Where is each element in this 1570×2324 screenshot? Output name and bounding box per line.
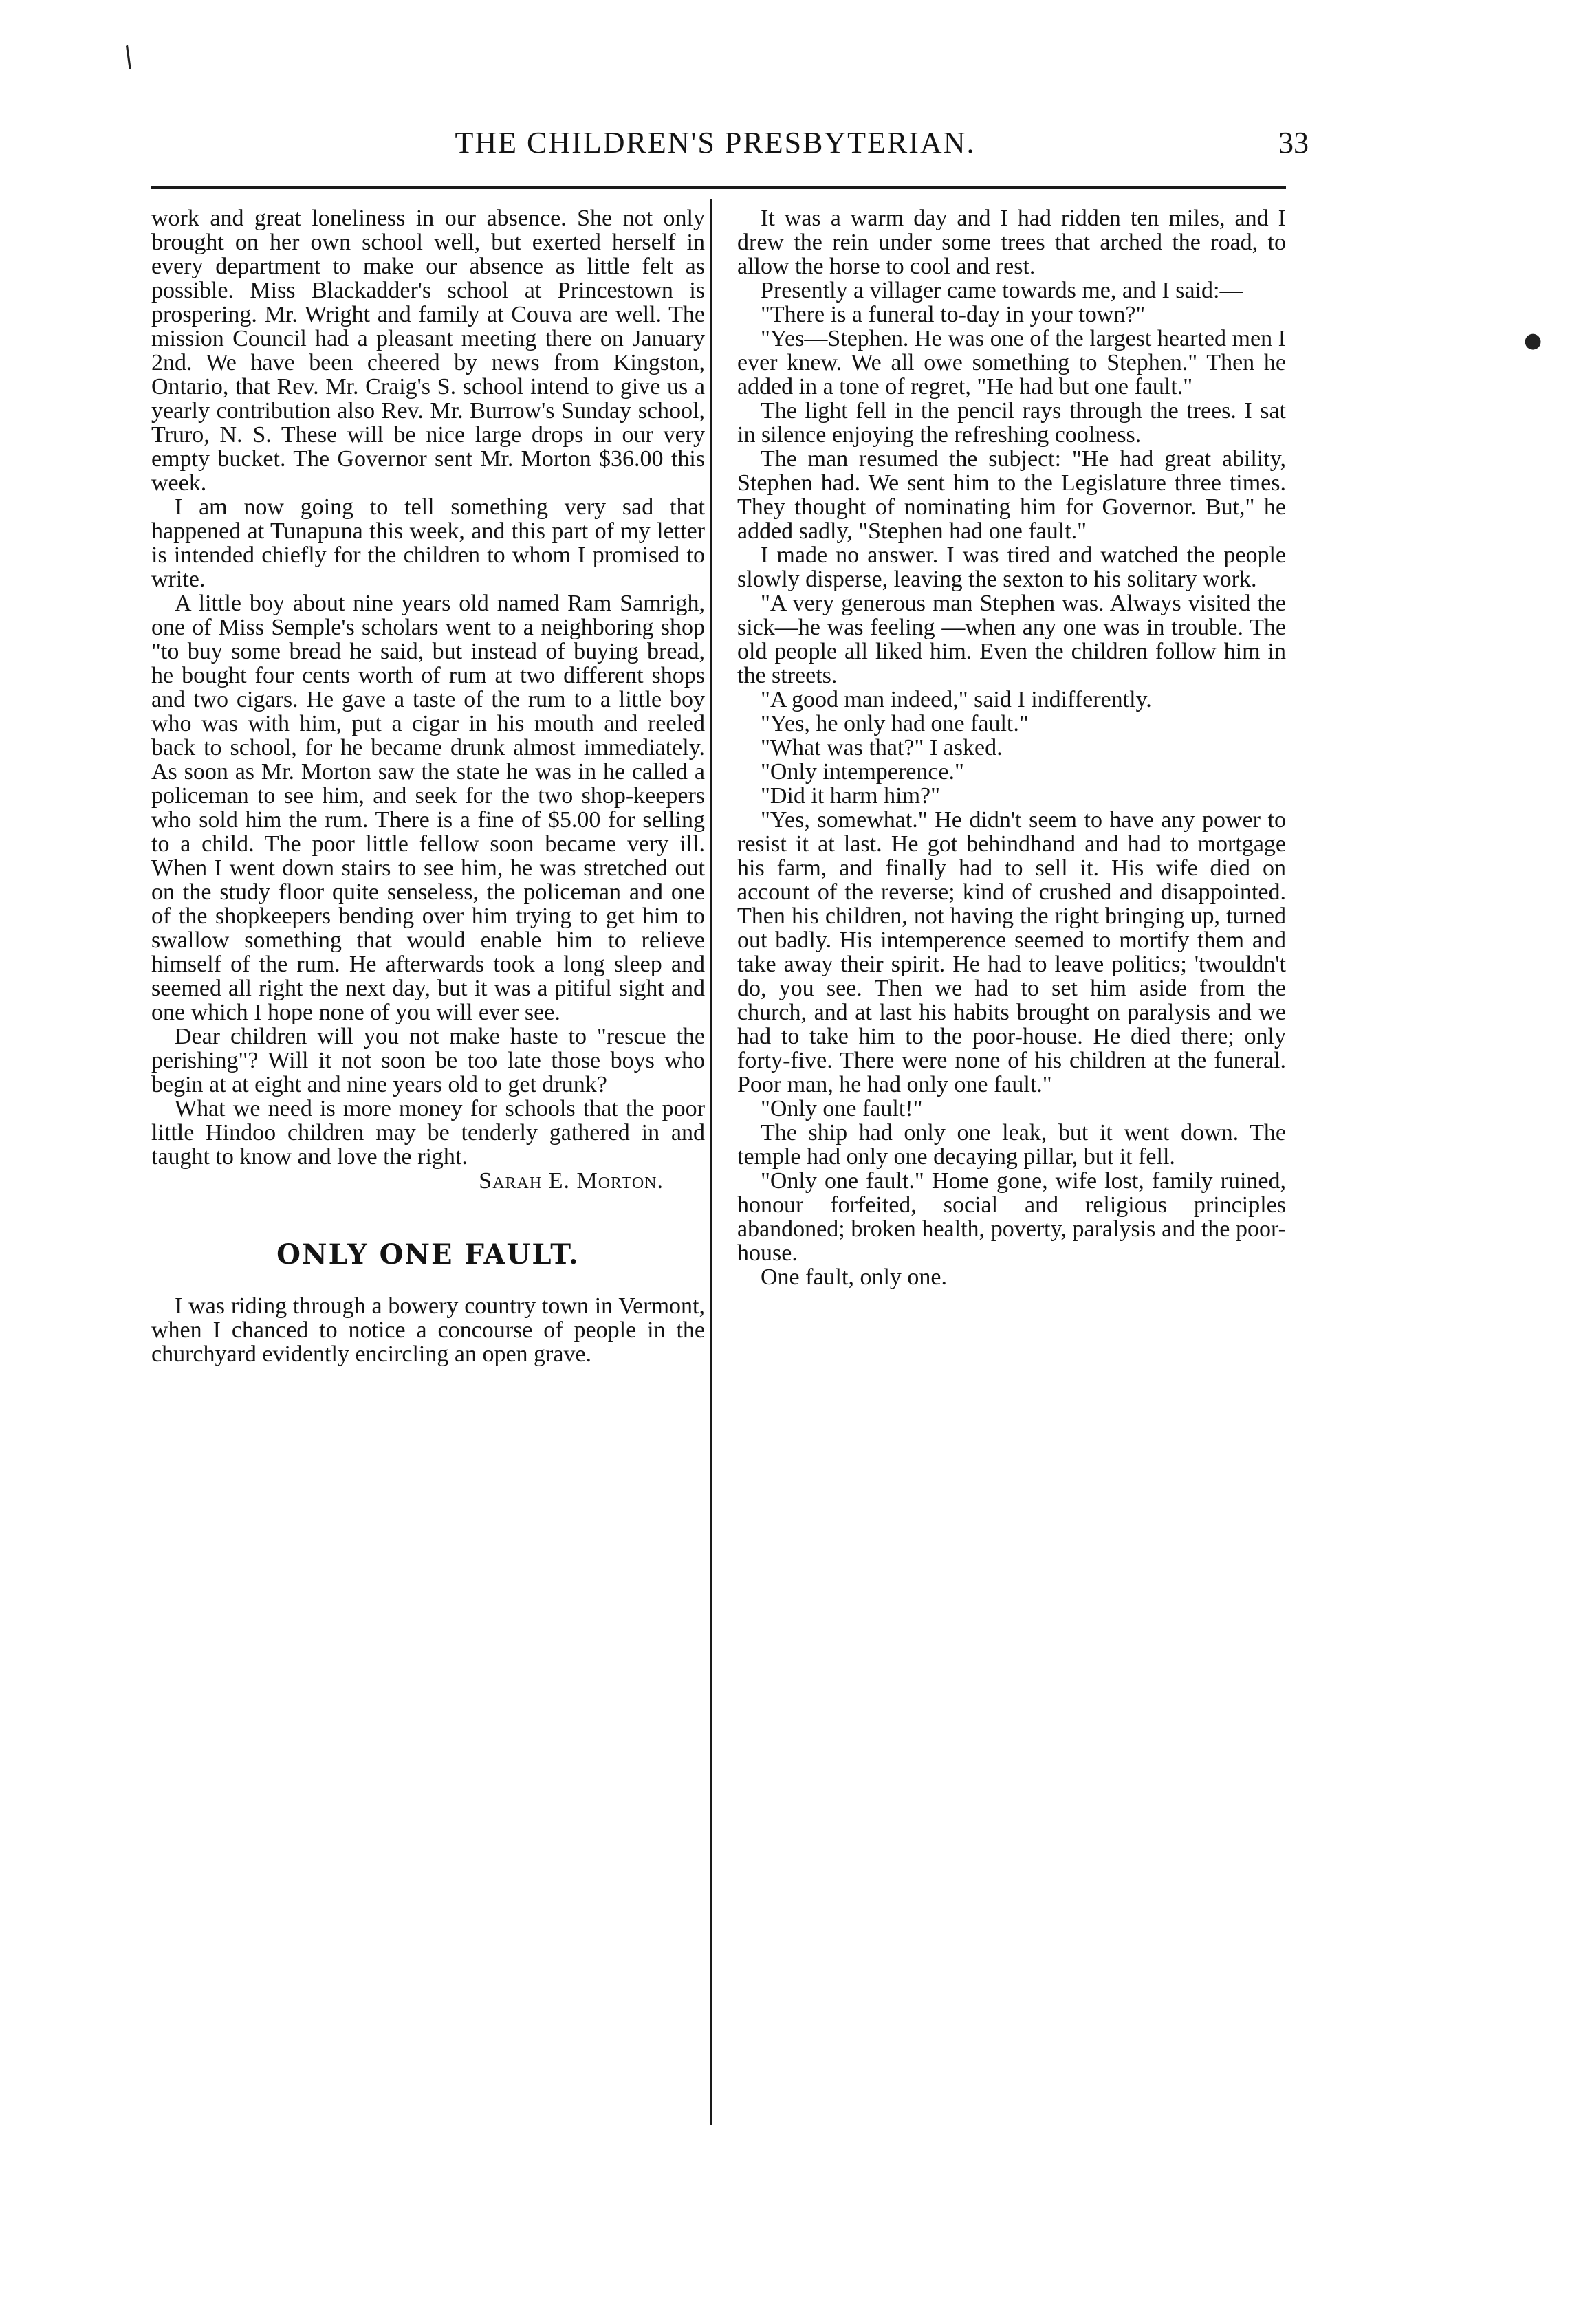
article-paragraph: I made no answer. I was tired and watched the people slowly disperse, leaving the sexton to his solitary work. <box>737 542 1286 592</box>
letter-signature: Sarah E. Morton. <box>479 1168 664 1194</box>
article-heading: ONLY ONE FAULT. <box>276 1238 580 1271</box>
ink-mark: / <box>117 41 140 74</box>
article-paragraph: "Only one fault." Home gone, wife lost, family ruined, honour forfeited, social and religious principles abandoned; broken health, poverty, paralysis and the poor-house. <box>737 1168 1286 1266</box>
article-paragraph: It was a warm day and I had ridden ten miles, and I drew the rein under some trees that arched the road, to allow the horse to cool and rest. <box>737 206 1286 279</box>
letter-paragraph-2: I am now going to tell something very sad that happened at Tunapuna this week, and this part of my letter is intended chiefly for the children to whom I promised to write. <box>151 494 705 592</box>
article-paragraph: "A very generous man Stephen was. Always visited the sick—he was feeling —when any one was in trouble. The old people all liked him. Even the children follow him in the streets. <box>737 591 1286 688</box>
header-rule <box>151 186 1286 189</box>
article-paragraph: "Yes, he only had one fault." <box>761 711 1029 736</box>
article-paragraph: The man resumed the subject: "He had great ability, Stephen had. We sent him to the Legislature three times. They thought of nominating him for Governor. But," he added sadly, "Stephen had one fault." <box>737 446 1286 544</box>
article-paragraph: The light fell in the pencil rays through the trees. I sat in silence enjoying the refreshing coolness. <box>737 398 1286 448</box>
letter-paragraph-1: work and great loneliness in our absence. She not only brought on her own school well, but exerted herself in every department to make our absence as little felt as possible. Miss Blackadder's school at Princestown is prospering. Mr. Wright and family at Couva are well. The mission Council had a pleasant meeting there on January 2nd. We have been cheered by news from Kingston, Ontario, that Rev. Mr. Craig's S. school intend to give us a yearly contribution also Rev. Mr. Burrow's Sunday school, Truro, N. S. These will be nice large drops in our very empty bucket. The Governor sent Mr. Morton $36.00 this week. <box>151 206 705 496</box>
left-column <box>151 206 705 1366</box>
article-paragraph: "A good man indeed," said I indifferently. <box>761 687 1152 712</box>
ink-speck: ● <box>1524 329 1542 353</box>
article-opening-paragraph: I was riding through a bowery country town in Vermont, when I chanced to notice a concourse of people in the churchyard evidently encircling an open grave. <box>151 1293 705 1367</box>
page-number: 33 <box>1278 126 1309 160</box>
article-paragraph: "Did it harm him?" <box>761 783 940 809</box>
article-paragraph: "There is a funeral to-day in your town?" <box>761 302 1146 327</box>
article-paragraph: Presently a villager came towards me, and I said:— <box>761 278 1243 303</box>
right-column <box>737 206 1286 1289</box>
letter-paragraph-5: What we need is more money for schools that the poor little Hindoo children may be tenderly gathered in and taught to know and love the right. <box>151 1096 705 1170</box>
article-paragraph: "Yes, somewhat." He didn't seem to have any power to resist it at last. He got behindhand and had to mortgage his farm, and finally had to sell it. His wife died on account of the reverse; kind of crushed and disappointed. Then his children, not having the right bringing up, turned out badly. His intemperence seemed to mortify them and take away their spirit. He had to leave politics; 'twouldn't do, you see. Then we had to set him aside from the church, and at last his habits brought on paralysis and we had to take him to the poor-house. He died there; only forty-five. There were none of his children at the funeral. Poor man, he had only one fault." <box>737 807 1286 1097</box>
article-paragraph: The ship had only one leak, but it went down. The temple had only one decaying pillar, but it fell. <box>737 1120 1286 1170</box>
article-paragraph: "Yes—Stephen. He was one of the largest hearted men I ever knew. We all owe something to Stephen." Then he added in a tone of regret, "He had but one fault." <box>737 326 1286 399</box>
letter-paragraph-3: A little boy about nine years old named Ram Samrigh, one of Miss Semple's scholars went to a neighboring shop "to buy some bread he said, but instead of buying bread, he bought four cents worth of rum at two different shops and two cigars. He gave a taste of the rum to a little boy who was with him, put a cigar in his mouth and reeled back to school, for he became drunk almost immediately. As soon as Mr. Morton saw the state he was in he called a policeman to see him, and seek for the two shop-keepers who sold him the rum. There is a fine of $5.00 for selling to a child. The poor little fellow soon became very ill. When I went down stairs to see him, he was stretched out on the study floor quite senseless, the policeman and one of the shopkeepers bending over him trying to get him to swallow something that would enable him to relieve himself of the rum. He afterwards took a long sleep and seemed all right the next day, but it was a pitiful sight and one which I hope none of you will ever see. <box>151 591 705 1025</box>
article-paragraph: "Only intemperence." <box>761 759 964 785</box>
article-paragraph: "What was that?" I asked. <box>761 735 1003 760</box>
running-title: THE CHILDREN'S PRESBYTERIAN. <box>455 126 976 160</box>
article-closing-line: One fault, only one. <box>761 1264 947 1290</box>
article-paragraph: "Only one fault!" <box>761 1096 923 1121</box>
column-divider <box>710 199 712 2125</box>
letter-paragraph-4: Dear children will you not make haste to "rescue the perishing"? Will it not soon be too late those boys who begin at at eight and nine years old to get drunk? <box>151 1024 705 1097</box>
